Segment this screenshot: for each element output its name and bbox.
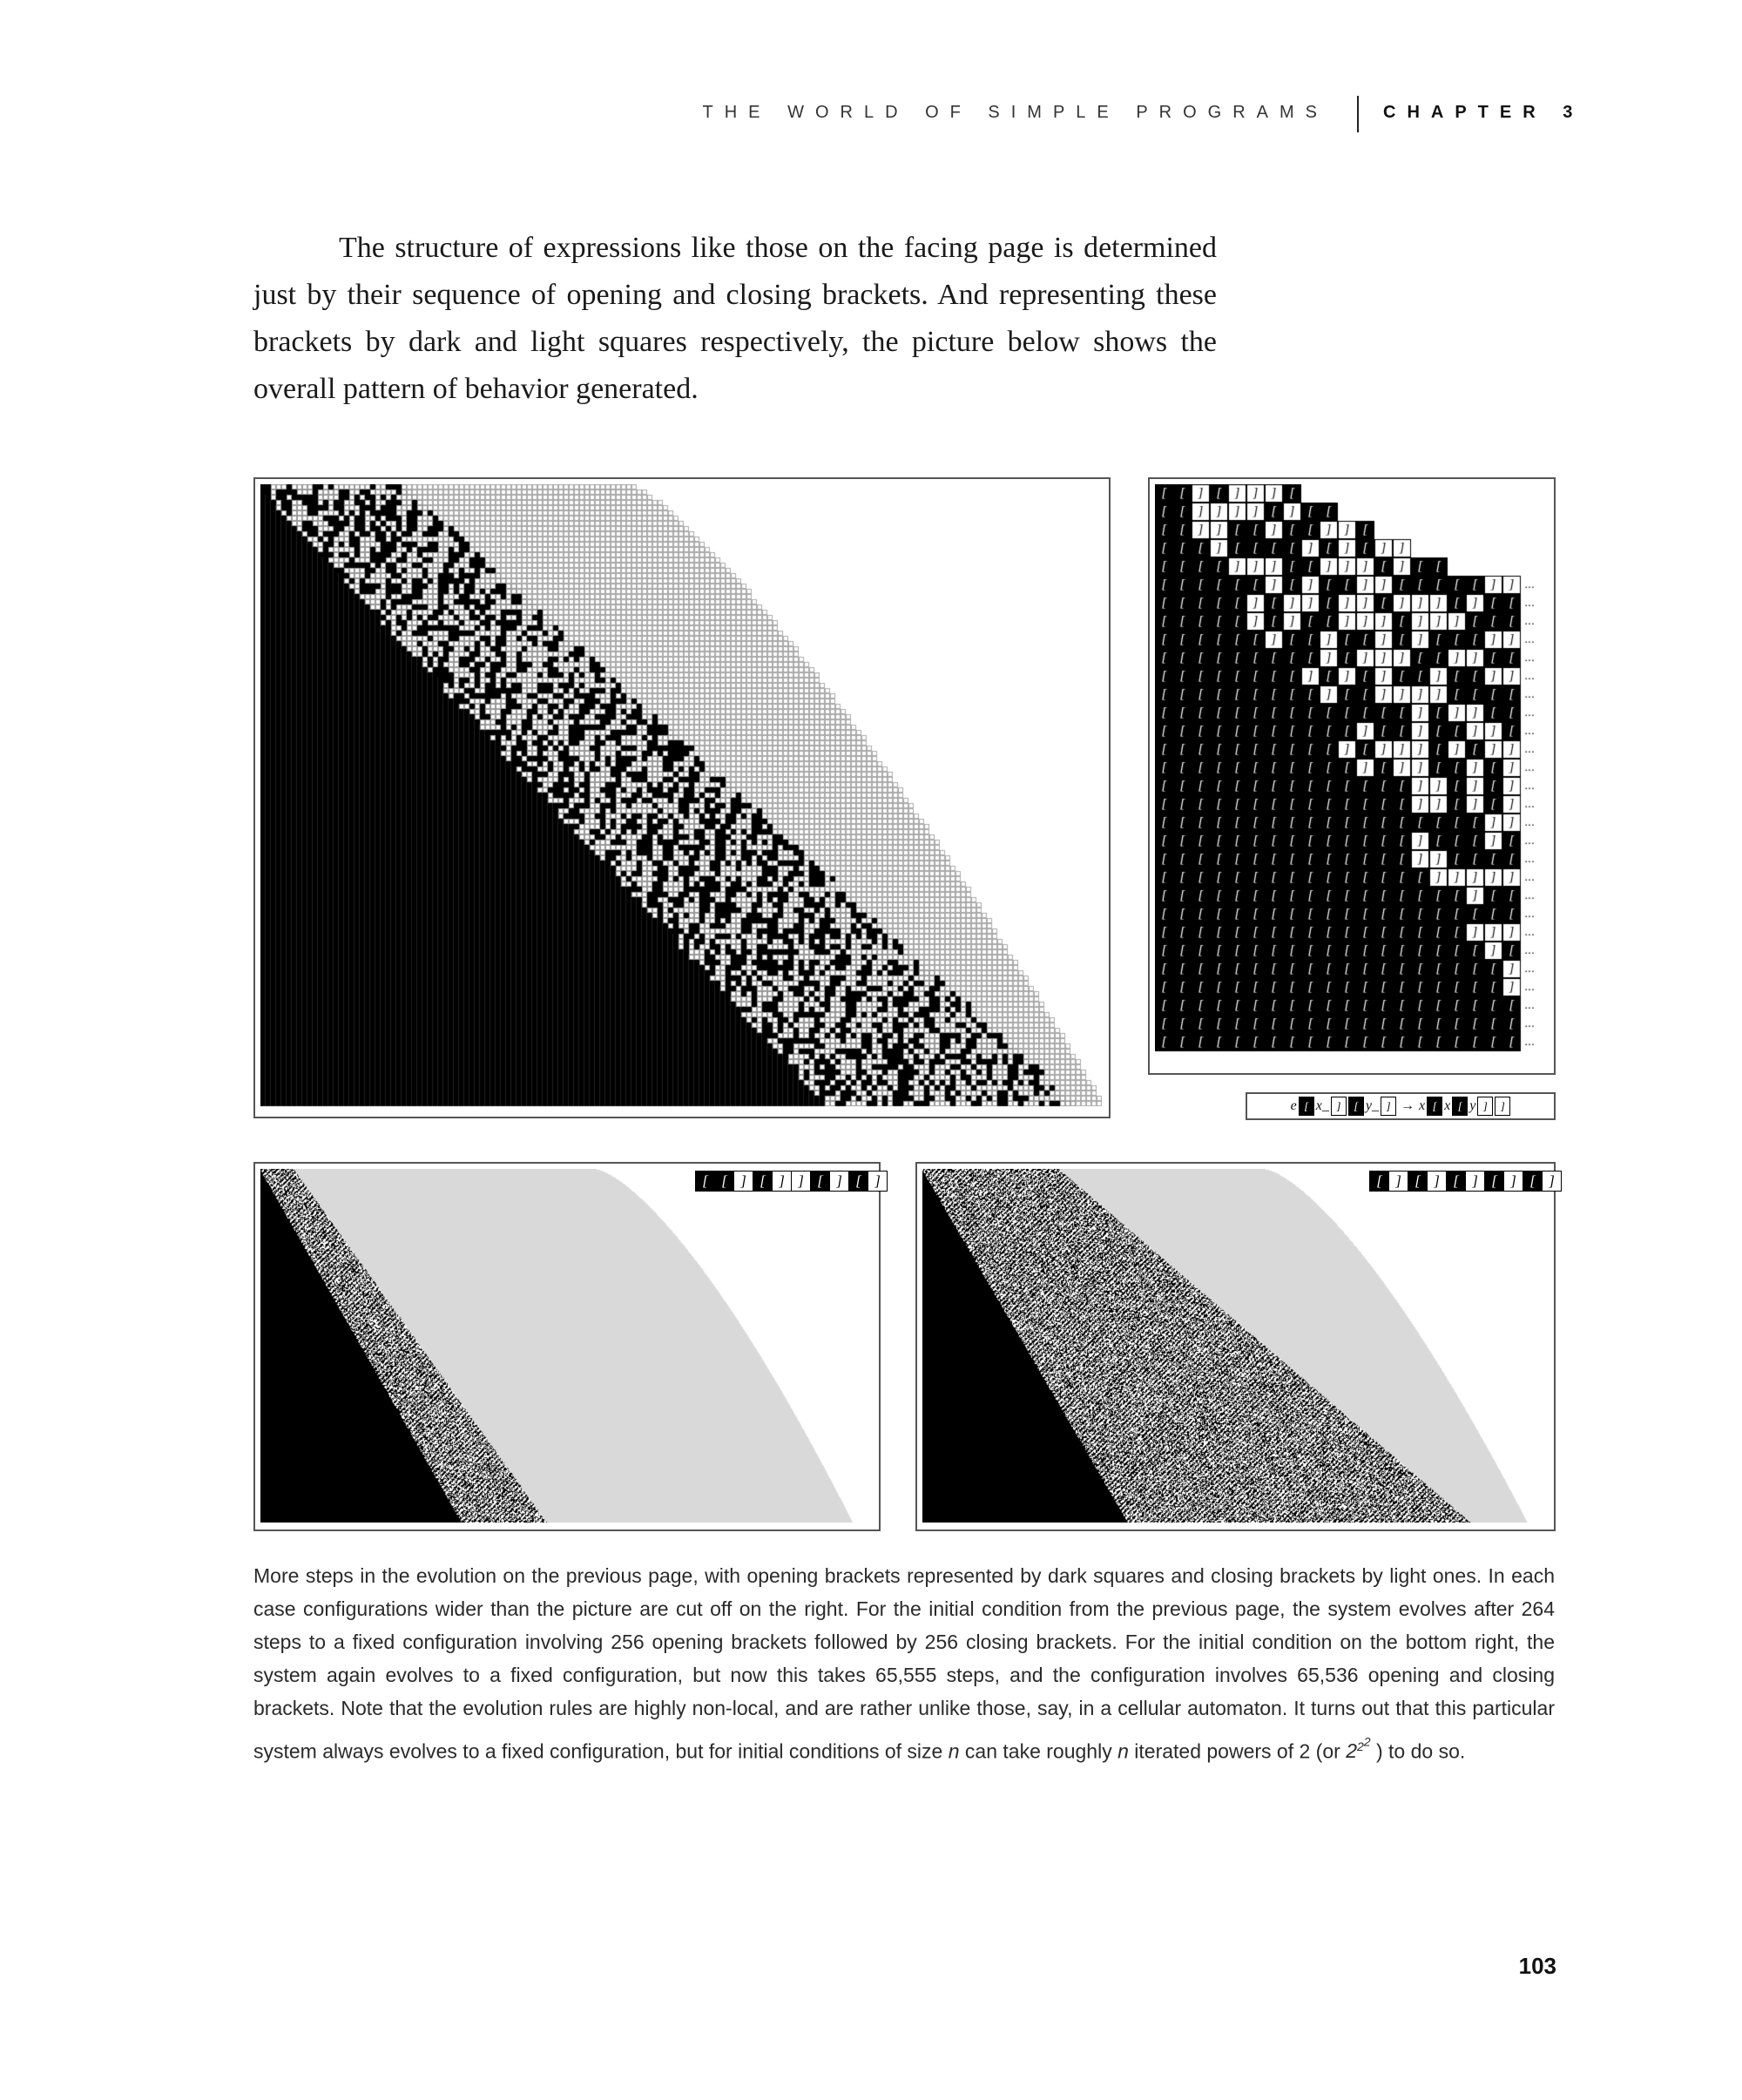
open-bracket-cell: [ <box>1446 1171 1466 1192</box>
open-bracket-cell: [ <box>848 1171 868 1192</box>
rule-open-bracket: [ <box>1348 1097 1364 1116</box>
bottom-left-canvas <box>260 1169 872 1523</box>
open-bracket-cell: [ <box>810 1171 830 1192</box>
open-bracket-cell: [ <box>695 1171 715 1192</box>
rule-close-bracket: ] <box>1331 1097 1347 1116</box>
open-bracket-cell: [ <box>1484 1171 1504 1192</box>
open-bracket-cell: [ <box>753 1171 773 1192</box>
rule-arrow: → <box>1401 1098 1415 1113</box>
rule-box <box>1246 1092 1556 1120</box>
intro-paragraph <box>253 225 1217 413</box>
main-pattern-canvas <box>260 484 1102 1110</box>
close-bracket-cell: ] <box>1427 1171 1447 1192</box>
detail-grid-panel <box>1148 477 1556 1075</box>
intro-text: The structure of expressions like those on the facing page is determined just by their sequence of opening and closing brackets. And representing these brackets by dark and light squares respectively, the picture below shows the overall pattern of behavior generated. <box>253 232 1217 405</box>
close-bracket-cell: ] <box>791 1171 811 1192</box>
rule-close-bracket: ] <box>1495 1097 1510 1116</box>
rule-head: e <box>1290 1098 1297 1113</box>
running-head <box>0 103 1584 134</box>
chapter-label: CHAPTER 3 <box>1383 103 1584 122</box>
rule-close-bracket: ] <box>1477 1097 1493 1116</box>
open-bracket-cell: [ <box>1369 1171 1389 1192</box>
close-bracket-cell: ] <box>829 1171 849 1192</box>
rule-rhs-var2: x <box>1444 1098 1451 1113</box>
rule-open-bracket: [ <box>1299 1097 1314 1116</box>
rule-lhs-var1: x_ <box>1315 1098 1329 1113</box>
page-number: 103 <box>1518 1953 1556 1979</box>
rule-close-bracket: ] <box>1381 1097 1396 1116</box>
main-pattern-panel <box>253 477 1111 1118</box>
open-bracket-cell: [ <box>714 1171 734 1192</box>
detail-grid-canvas <box>1155 484 1547 1066</box>
close-bracket-cell: ] <box>1465 1171 1485 1192</box>
rule-lhs-var2: y_ <box>1365 1098 1379 1113</box>
bottom-right-canvas <box>922 1169 1547 1523</box>
bottom-left-panel <box>253 1162 881 1531</box>
close-bracket-cell: ] <box>733 1171 753 1192</box>
figure-caption <box>253 1559 1555 1767</box>
rule-open-bracket: [ <box>1427 1097 1442 1116</box>
power-tower: $2^{2^2}$ <box>1346 1734 1371 1763</box>
close-bracket-cell: ] <box>1388 1171 1408 1192</box>
open-bracket-cell: [ <box>1523 1171 1543 1192</box>
close-bracket-cell: ] <box>772 1171 792 1192</box>
rule-rhs-var3: y <box>1469 1098 1476 1113</box>
section-title: THE WORLD OF SIMPLE PROGRAMS <box>702 103 1328 122</box>
open-bracket-cell: [ <box>1408 1171 1428 1192</box>
bottom-left-initial-condition <box>696 1171 888 1192</box>
rule-rhs-var1: x <box>1419 1098 1426 1113</box>
rule-open-bracket: [ <box>1452 1097 1468 1116</box>
bottom-right-panel <box>915 1162 1556 1531</box>
close-bracket-cell: ] <box>868 1171 888 1192</box>
header-separator <box>1357 96 1359 132</box>
close-bracket-cell: ] <box>1503 1171 1523 1192</box>
caption-text: More steps in the evolution on the previous page, with opening brackets represented by dark squares and closing brackets by light ones. In each case configurations wider than the picture are cut off on the right. For the initial condition from the previous page, the system evolves after 264 steps to a fixed configuration involving 256 opening brackets followed by 256 closing brackets. For the initial condition on the bottom right, the system again evolves to a fixed configuration, but now this takes 65,555 steps, and the configuration involves 65,536 opening and closing brackets. Note that the evolution rules are highly non-local, and are rather unlike those, say, in a cellular automaton. It turns out that this particular system always evolves to a fixed configuration, but for initial conditions of size n can take roughly n iterated powers of 2 (or $2^{2^2}$ ) to do so. <box>253 1564 1555 1763</box>
close-bracket-cell: ] <box>1542 1171 1562 1192</box>
bottom-right-initial-condition <box>1370 1171 1562 1192</box>
